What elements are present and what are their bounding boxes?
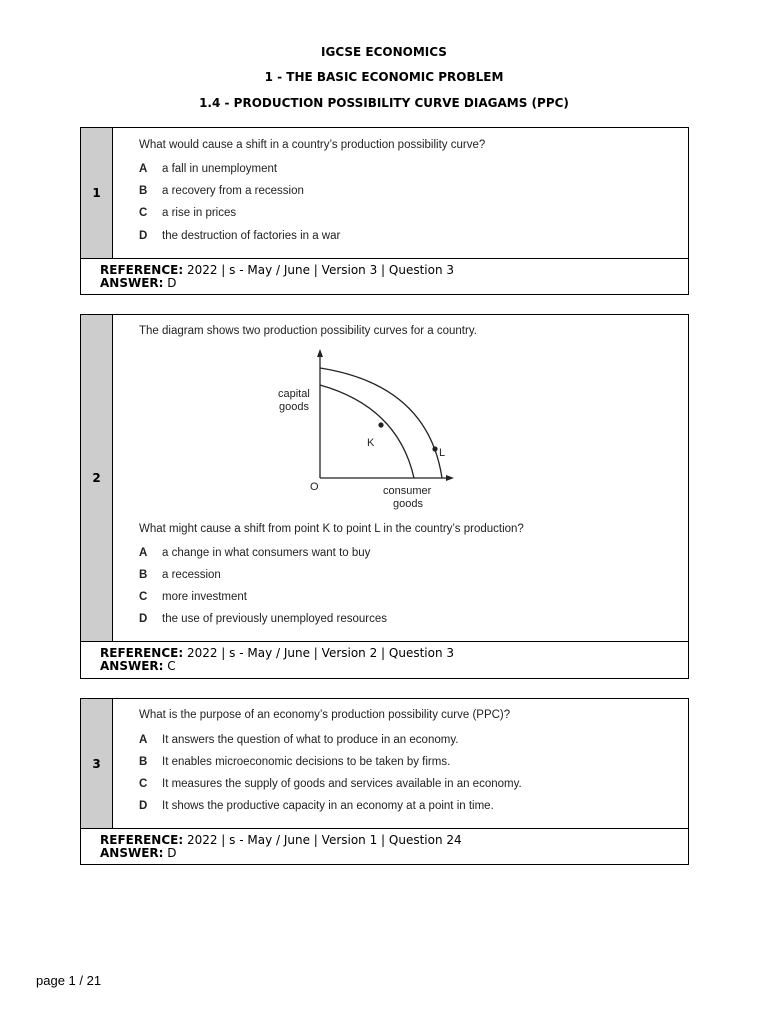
question-text: The diagram shows two production possibility curves for a country. [139,325,477,337]
question-block-2 [80,314,689,679]
page-number: page 1 / 21 [36,973,102,988]
option-a [139,163,277,175]
option-text: a fall in unemployment [162,163,278,175]
option-letter: B [139,569,148,581]
reference-text: 2022 | s - May / June | Version 1 | Question 24 [186,833,462,847]
option-text: the use of previously unemployed resources [162,613,388,625]
answer-label: ANSWER: [100,659,164,673]
option-text: a recession [162,569,221,581]
ppc-diagram [253,345,503,515]
option-b [139,185,304,197]
option-b [139,756,450,768]
option-text: It enables microeconomic decisions to be taken by firms. [162,756,451,768]
question-body [81,315,688,642]
question-text: What is the purpose of an economy’s production possibility curve (PPC)? [139,709,511,721]
section-title: 1.4 - PRODUCTION POSSIBILITY CURVE DIAGAMS (PPC) [199,96,569,110]
question-text: What would cause a shift in a country’s production possibility curve? [139,139,486,151]
option-text: a recovery from a recession [162,185,304,197]
reference-text: 2022 | s - May / June | Version 2 | Question 3 [186,646,455,660]
question-block-1 [80,127,689,295]
option-letter: C [139,778,148,790]
answer-label: ANSWER: [100,276,164,290]
reference-row [81,642,688,673]
option-letter: D [139,613,148,625]
document-title: IGCSE ECONOMICS [321,45,447,59]
question-number: 1 [81,128,113,258]
y-axis-arrow [317,349,323,357]
answer-value: C [167,659,176,673]
option-c [139,591,247,603]
reference-row [81,829,688,860]
option-c [139,207,236,219]
ppc-inner-curve [320,385,414,478]
option-letter: A [139,547,148,559]
point-k-marker [378,422,383,427]
question-prompt: What might cause a shift from point K to point L in the country’s production? [139,523,524,535]
option-text: a change in what consumers want to buy [162,547,371,559]
option-c [139,778,522,790]
option-letter: C [139,591,148,603]
x-axis-label-line1: consumer [383,485,432,497]
option-text: It answers the question of what to produce in an economy. [162,734,459,746]
reference-label: REFERENCE: [100,646,184,660]
answer-value: D [167,276,177,290]
point-k-label: K [367,437,375,449]
question-block-3 [80,698,689,865]
origin-label: O [310,481,319,493]
answer-value: D [167,846,177,860]
option-text: a rise in prices [162,207,237,219]
point-l-marker [432,446,437,451]
option-letter: A [139,734,148,746]
point-l-label: L [439,447,446,459]
question-content [113,315,688,641]
option-text: It shows the productive capacity in an economy at a point in time. [162,800,494,812]
y-axis-label-line1: capital [278,388,310,400]
question-number: 3 [81,699,113,828]
option-letter: B [139,185,148,197]
y-axis-label-line2: goods [279,401,309,413]
question-number: 2 [81,315,113,641]
question-content [113,699,688,828]
chapter-title: 1 - THE BASIC ECONOMIC PROBLEM [264,70,504,84]
option-b [139,569,221,581]
option-letter: A [139,163,148,175]
option-a [139,734,458,746]
question-body [81,699,688,829]
option-letter: B [139,756,148,768]
option-d [139,613,387,625]
option-d [139,230,340,242]
reference-label: REFERENCE: [100,263,184,277]
reference-label: REFERENCE: [100,833,184,847]
option-letter: D [139,800,148,812]
question-body [81,128,688,259]
reference-text: 2022 | s - May / June | Version 3 | Question 3 [186,263,455,277]
x-axis-arrow [446,475,454,481]
question-content [113,128,688,258]
option-d [139,800,494,812]
option-letter: C [139,207,148,219]
option-text: the destruction of factories in a war [162,230,341,242]
option-text: It measures the supply of goods and services available in an economy. [162,778,522,790]
option-letter: D [139,230,148,242]
x-axis-label-line2: goods [393,498,423,510]
reference-row [81,259,688,290]
option-a [139,547,370,559]
option-text: more investment [162,591,248,603]
answer-label: ANSWER: [100,846,164,860]
